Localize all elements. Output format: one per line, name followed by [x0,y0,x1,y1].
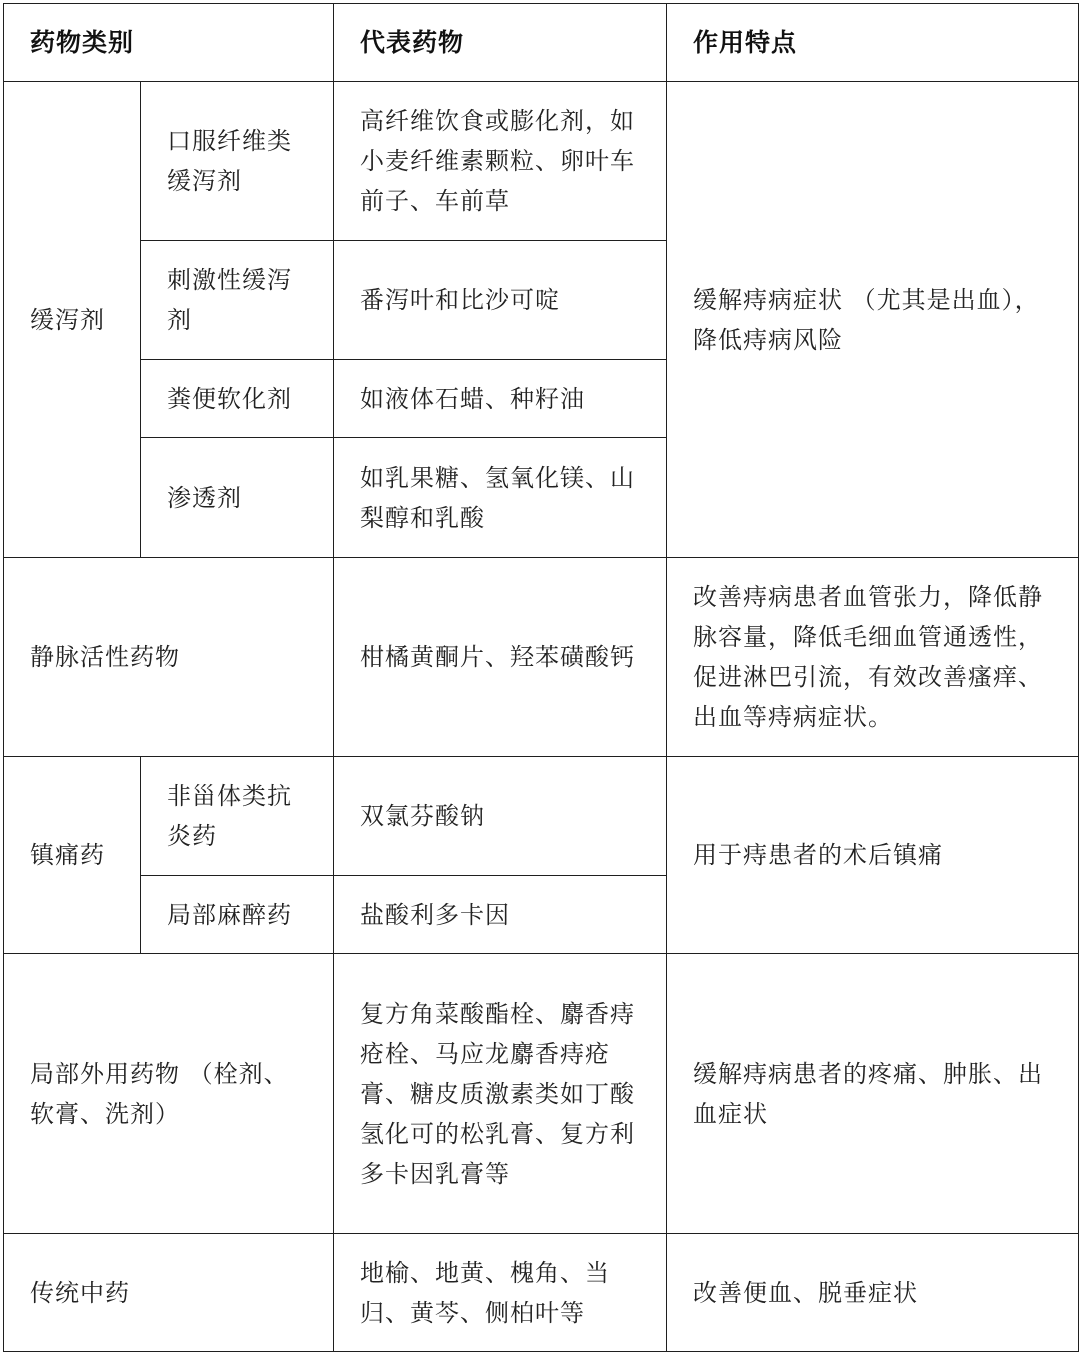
category-cell: 传统中药 [4,1234,334,1352]
drugs-cell: 复方角菜酸酯栓、麝香痔疮栓、马应龙麝香痔疮膏、糖皮质激素类如丁酸氢化可的松乳膏、复方利多卡因乳膏等 [334,954,667,1234]
drugs-cell: 盐酸利多卡因 [334,876,667,954]
subcategory-cell: 刺激性缓泻剂 [141,241,334,360]
drug-table [3,3,1079,1352]
table-row [4,954,1079,1234]
table-header-row [4,4,1079,82]
category-cell: 镇痛药 [4,757,141,954]
drugs-cell: 如液体石蜡、种籽油 [334,360,667,438]
subcategory-cell: 渗透剂 [141,438,334,558]
subcategory-cell: 口服纤维类缓泻剂 [141,82,334,241]
effect-cell: 改善痔病患者血管张力，降低静脉容量，降低毛细血管通透性，促进淋巴引流，有效改善瘙痒、出血等痔病症状。 [667,558,1079,757]
drugs-cell: 番泻叶和比沙可啶 [334,241,667,360]
header-category: 药物类别 [4,4,334,82]
subcategory-cell: 粪便软化剂 [141,360,334,438]
category-cell: 局部外用药物 （栓剂、软膏、洗剂） [4,954,334,1234]
effect-cell: 用于痔患者的术后镇痛 [667,757,1079,954]
drugs-cell: 柑橘黄酮片、羟苯磺酸钙 [334,558,667,757]
table-row [4,558,1079,757]
drugs-cell: 如乳果糖、氢氧化镁、山梨醇和乳酸 [334,438,667,558]
header-effect: 作用特点 [667,4,1079,82]
effect-cell: 缓解痔病症状 （尤其是出血），降低痔病风险 [667,82,1079,558]
drugs-cell: 地榆、地黄、槐角、当归、黄芩、侧柏叶等 [334,1234,667,1352]
header-drugs: 代表药物 [334,4,667,82]
effect-cell: 缓解痔病患者的疼痛、肿胀、出血症状 [667,954,1079,1234]
table-row [4,757,1079,876]
drugs-cell: 高纤维饮食或膨化剂，如小麦纤维素颗粒、卵叶车前子、车前草 [334,82,667,241]
table-row [4,1234,1079,1352]
subcategory-cell: 局部麻醉药 [141,876,334,954]
table-row [4,82,1079,241]
subcategory-cell: 非甾体类抗炎药 [141,757,334,876]
effect-cell: 改善便血、脱垂症状 [667,1234,1079,1352]
category-cell: 缓泻剂 [4,82,141,558]
category-cell: 静脉活性药物 [4,558,334,757]
drugs-cell: 双氯芬酸钠 [334,757,667,876]
